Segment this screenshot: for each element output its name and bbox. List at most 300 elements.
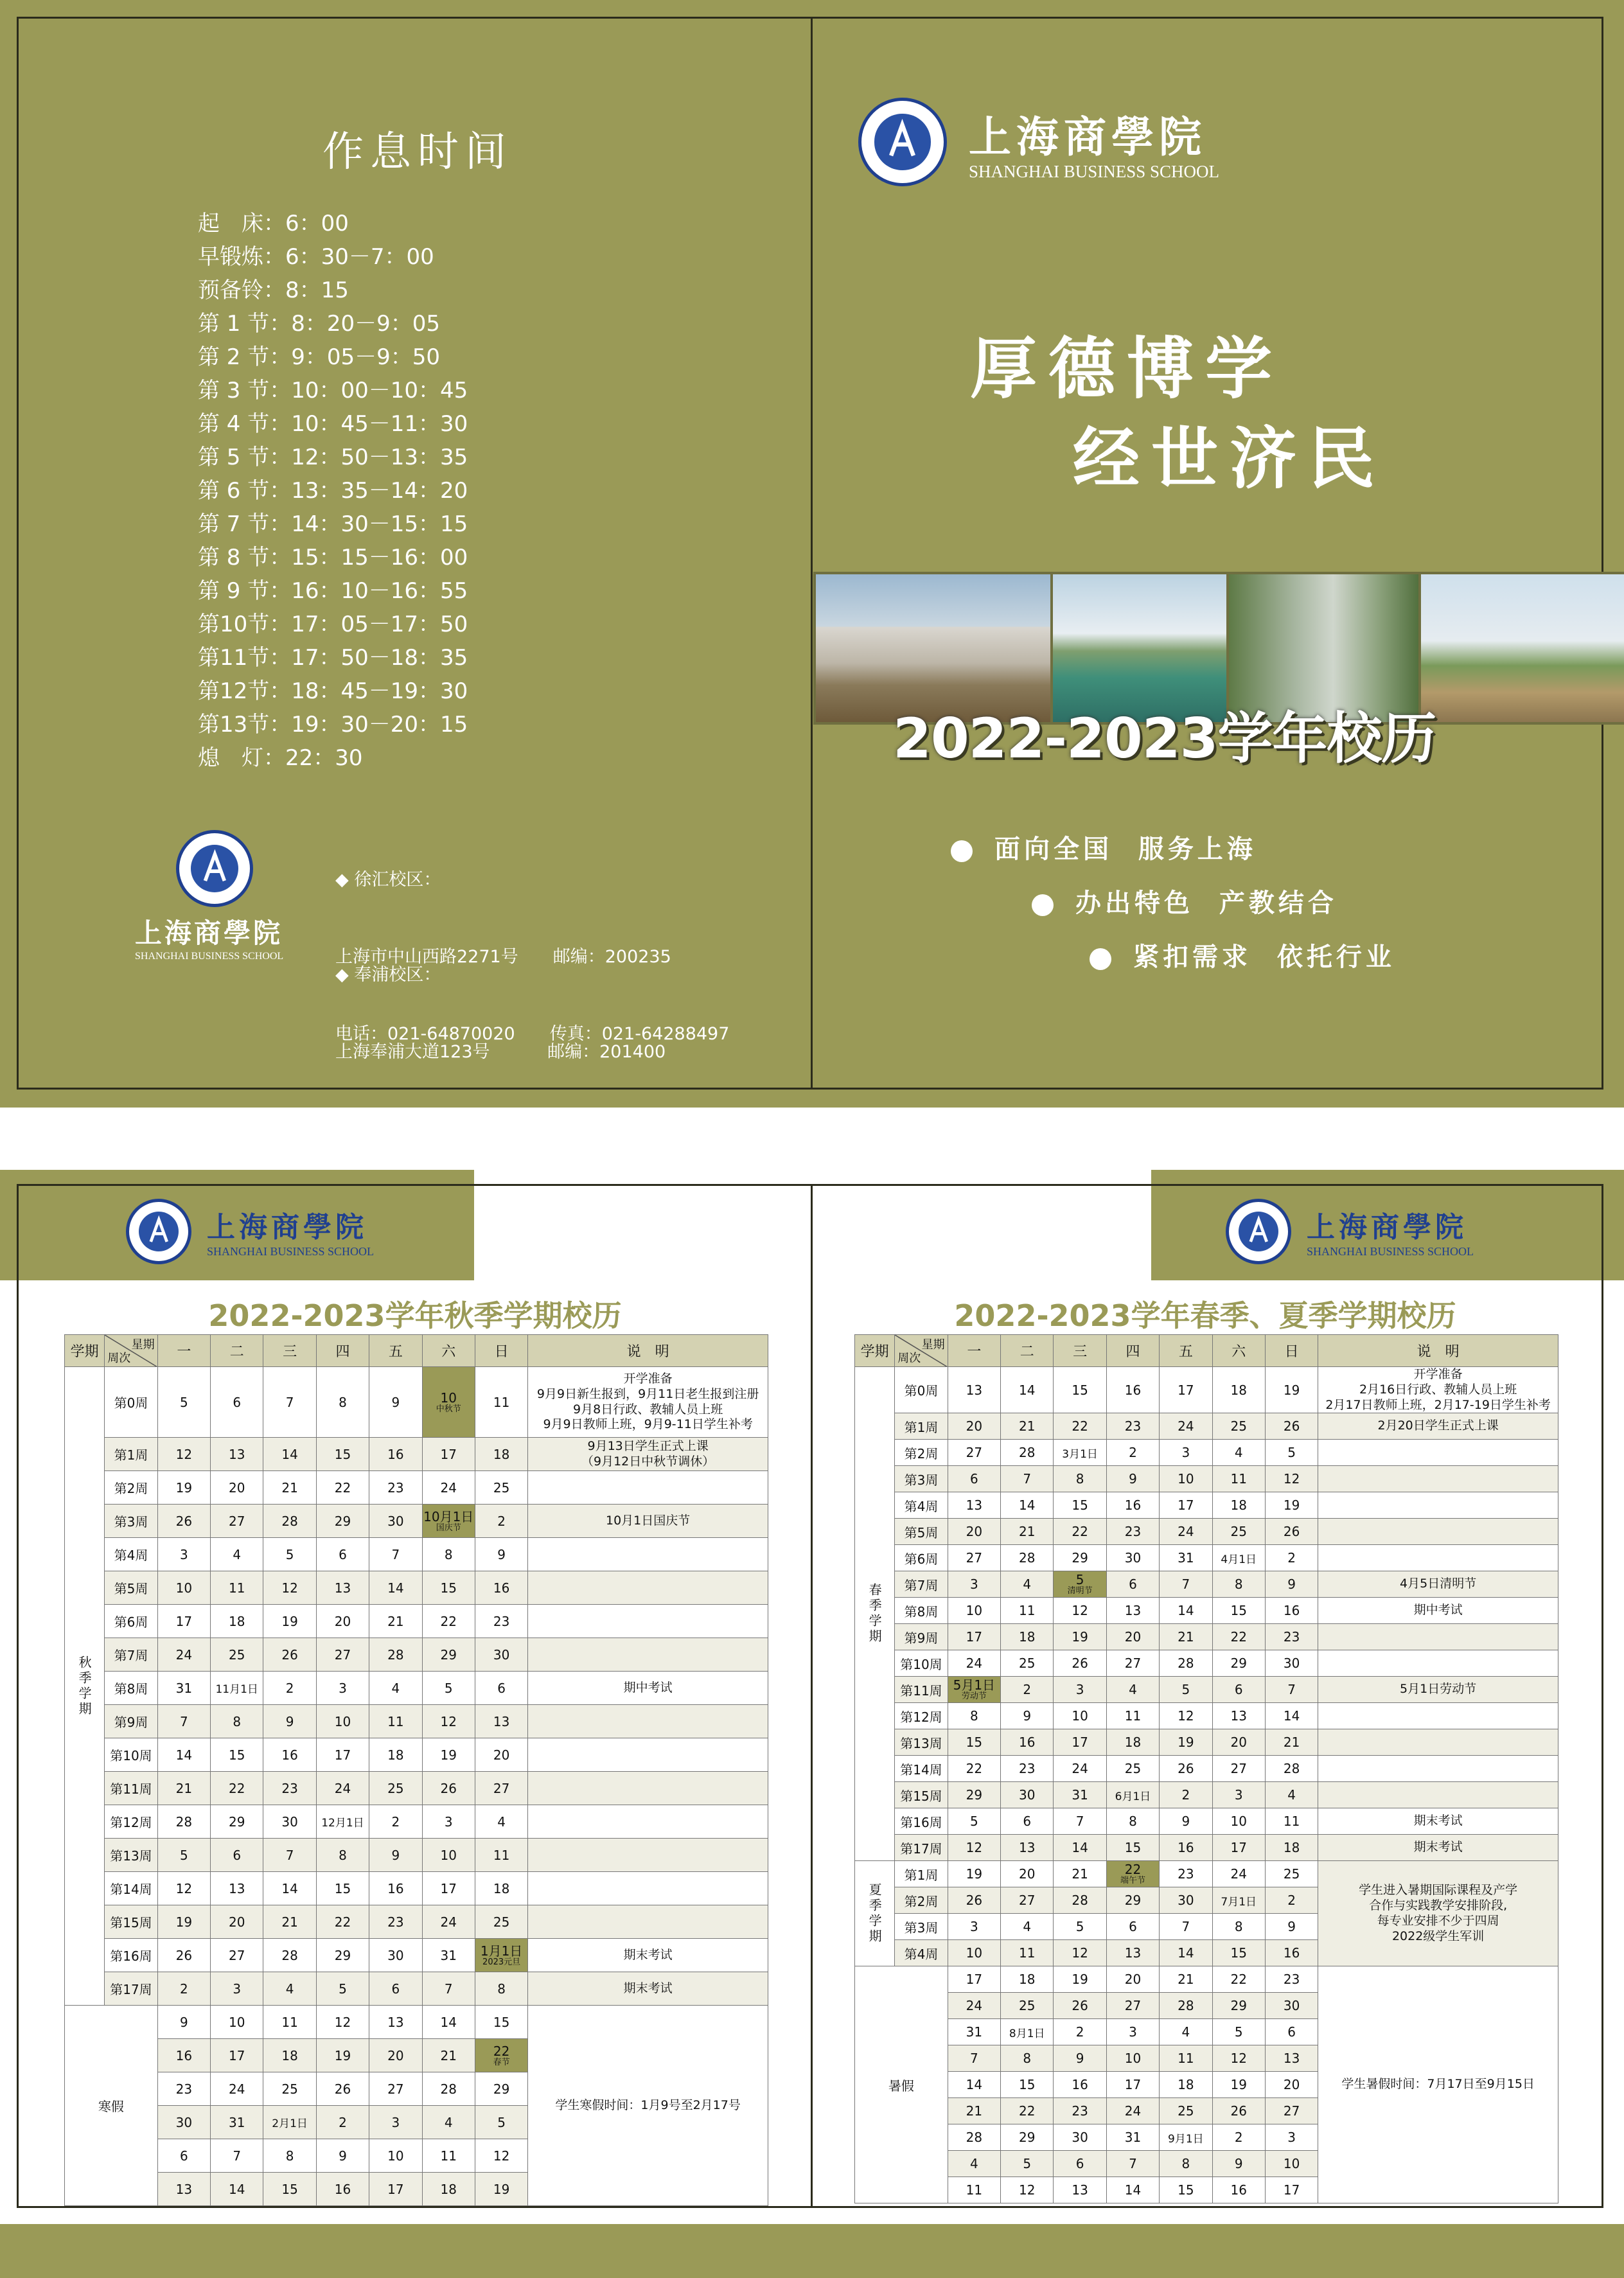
vacation-note: 学生寒假时间：1月9号至2月17号 — [528, 2006, 768, 2206]
date-cell: 17 — [422, 1438, 475, 1471]
date-cell: 27 — [369, 2072, 422, 2106]
note-cell — [528, 1638, 768, 1672]
weekday-header: 二 — [1001, 1335, 1054, 1367]
table-row — [65, 1571, 768, 1605]
schedule-item: 第 5 节：12：50－13：35 — [198, 445, 468, 470]
summer-note — [1318, 1861, 1558, 1966]
date-cell: 14 — [157, 1738, 210, 1772]
week-label: 第15周 — [105, 1905, 157, 1939]
date-cell: 26 — [1054, 1993, 1106, 2019]
campus-xuhui-name: ◆ 徐汇校区： — [335, 870, 441, 890]
date-cell: 9 — [475, 1538, 527, 1571]
week-label: 第3周 — [895, 1466, 948, 1492]
date-cell: 17 — [948, 1966, 1000, 1993]
weekday-header: 一 — [157, 1335, 210, 1367]
date-cell: 6 — [1265, 2019, 1318, 2045]
date-cell: 27 — [948, 1545, 1000, 1571]
date-cell: 21 — [157, 1772, 210, 1805]
date-cell: 15 — [316, 1872, 369, 1905]
date-cell: 23 — [1265, 1966, 1318, 1993]
vacation-note: 学生暑假时间：7月17日至9月15日 — [1318, 1966, 1558, 2203]
date-cell: 22 — [422, 1605, 475, 1638]
date-cell: 21 — [369, 1605, 422, 1638]
week-label: 第2周 — [105, 1471, 157, 1505]
date-cell: 7 — [211, 2139, 263, 2173]
corner-week-label: 周次 — [107, 1352, 131, 1365]
date-cell: 20 — [1265, 2072, 1318, 2098]
date-cell: 26 — [157, 1939, 210, 1972]
date-cell: 19 — [1265, 1367, 1318, 1413]
week-day-corner — [895, 1335, 948, 1367]
date-cell: 18 — [475, 1438, 527, 1471]
date-cell: 9 — [1001, 1703, 1054, 1729]
campus-fengpu-name: ◆ 奉浦校区： — [335, 965, 441, 985]
date-cell: 25 — [475, 1471, 527, 1505]
date-cell: 16 — [1106, 1492, 1159, 1519]
week-label: 第12周 — [105, 1805, 157, 1839]
date-cell: 18 — [211, 1605, 263, 1638]
date-cell: 27 — [1106, 1993, 1159, 2019]
holiday-name: 清明节 — [1067, 1586, 1093, 1596]
holiday-cell — [1106, 1861, 1159, 1887]
date-cell: 27 — [1001, 1887, 1054, 1914]
date-cell: 24 — [1160, 1519, 1212, 1545]
date-cell: 3月1日 — [1054, 1440, 1106, 1466]
date-cell: 3 — [1265, 2124, 1318, 2151]
date-cell: 20 — [948, 1519, 1000, 1545]
note-line: 5月1日劳动节 — [1400, 1682, 1477, 1697]
table-row — [65, 1705, 768, 1738]
date-cell: 26 — [1212, 2098, 1265, 2124]
date-cell: 31 — [211, 2106, 263, 2139]
date-cell: 29 — [1001, 2124, 1054, 2151]
date-cell: 2 — [157, 1972, 210, 2006]
date-cell: 4 — [211, 1538, 263, 1571]
note-cell — [528, 1839, 768, 1872]
slogan-1: 面向全国 服务上海 — [951, 829, 1257, 865]
school-name-cn-right: 上海商學院 — [1307, 1211, 1467, 1244]
date-cell: 30 — [263, 1805, 316, 1839]
date-cell: 26 — [263, 1638, 316, 1672]
date-cell: 17 — [1106, 2072, 1159, 2098]
date-cell: 11 — [1265, 1808, 1318, 1835]
date-cell: 12 — [316, 2006, 369, 2039]
date-cell: 20 — [1001, 1861, 1054, 1887]
note-cell — [528, 1772, 768, 1805]
date-cell: 5 — [263, 1538, 316, 1571]
date-cell: 25 — [263, 2072, 316, 2106]
date-cell: 2 — [1106, 1440, 1159, 1466]
date-cell: 3 — [1160, 1440, 1212, 1466]
date-cell: 10 — [1212, 1808, 1265, 1835]
date-cell: 24 — [948, 1650, 1000, 1677]
school-name-cn-front: 上海商學院 — [969, 112, 1206, 162]
date-cell: 4 — [422, 2106, 475, 2139]
autumn-title: 2022-2023学年秋季学期校历 — [208, 1298, 622, 1333]
holiday-date: 10 — [440, 1390, 457, 1406]
date-cell: 17 — [157, 1605, 210, 1638]
date-cell: 13 — [1054, 2177, 1106, 2203]
weekday-header: 四 — [1106, 1335, 1159, 1367]
note-cell — [1318, 1756, 1558, 1782]
week-label: 第4周 — [895, 1940, 948, 1966]
date-cell: 13 — [475, 1705, 527, 1738]
note-cell — [528, 1705, 768, 1738]
date-cell: 7 — [263, 1839, 316, 1872]
date-cell: 16 — [369, 1438, 422, 1471]
date-cell: 16 — [1001, 1729, 1054, 1756]
table-row — [855, 1466, 1558, 1492]
date-cell: 27 — [948, 1440, 1000, 1466]
date-cell: 16 — [316, 2173, 369, 2206]
table-row — [65, 1505, 768, 1538]
note-cell — [528, 1905, 768, 1939]
school-name-cn-left: 上海商學院 — [207, 1211, 367, 1244]
date-cell: 2 — [1265, 1887, 1318, 1914]
date-cell: 25 — [369, 1772, 422, 1805]
date-cell: 7月1日 — [1212, 1887, 1265, 1914]
date-cell: 3 — [1106, 2019, 1159, 2045]
note-cell — [528, 1738, 768, 1772]
vacation-label: 寒假 — [65, 2006, 158, 2206]
date-cell: 14 — [1265, 1703, 1318, 1729]
date-cell: 31 — [948, 2019, 1000, 2045]
week-label: 第14周 — [895, 1756, 948, 1782]
date-cell: 14 — [211, 2173, 263, 2206]
note-line: 10月1日国庆节 — [606, 1513, 691, 1528]
table-row — [855, 1571, 1558, 1598]
date-cell: 17 — [369, 2173, 422, 2206]
date-cell: 23 — [157, 2072, 210, 2106]
date-cell: 22 — [211, 1772, 263, 1805]
schedule-item: 第11节：17：50－18：35 — [198, 645, 468, 671]
week-label: 第5周 — [895, 1519, 948, 1545]
date-cell: 13 — [211, 1872, 263, 1905]
date-cell: 12 — [475, 2139, 527, 2173]
week-label: 第11周 — [105, 1772, 157, 1805]
date-cell: 15 — [1054, 1492, 1106, 1519]
weekday-header: 日 — [475, 1335, 527, 1367]
note-cell — [528, 1538, 768, 1571]
date-cell: 28 — [369, 1638, 422, 1672]
table-row — [65, 1438, 768, 1471]
note-line: 2022级学生军训 — [1391, 1929, 1485, 1943]
date-cell: 5 — [1212, 2019, 1265, 2045]
date-cell: 28 — [422, 2072, 475, 2106]
schedule-item: 早锻炼：6：30－7：00 — [198, 244, 434, 270]
term-header: 学期 — [65, 1335, 105, 1367]
holiday-date: 5 — [1075, 1572, 1084, 1588]
page-gap — [0, 1108, 1624, 1170]
date-cell: 2 — [369, 1805, 422, 1839]
note-cell — [1318, 1598, 1558, 1624]
date-cell: 4 — [263, 1972, 316, 2006]
date-cell: 18 — [1265, 1835, 1318, 1861]
campus-fengpu-address: 上海奉浦大道123号 邮编：201400 — [335, 1042, 666, 1062]
date-cell: 21 — [263, 1905, 316, 1939]
date-cell: 11 — [263, 2006, 316, 2039]
date-cell: 29 — [211, 1805, 263, 1839]
week-label: 第17周 — [105, 1972, 157, 2006]
table-row — [855, 1440, 1558, 1466]
date-cell: 19 — [157, 1471, 210, 1505]
date-cell: 14 — [1160, 1598, 1212, 1624]
date-cell: 11 — [422, 2139, 475, 2173]
week-label: 第5周 — [105, 1571, 157, 1605]
holiday-date: 5月1日 — [953, 1677, 996, 1693]
date-cell: 5 — [475, 2106, 527, 2139]
date-cell: 28 — [1054, 1887, 1106, 1914]
slogan-2: 办出特色 产教结合 — [1032, 883, 1337, 919]
date-cell: 29 — [316, 1939, 369, 1972]
vacation-label: 暑假 — [855, 1966, 948, 2203]
date-cell: 18 — [1212, 1367, 1265, 1413]
date-cell: 17 — [1265, 2177, 1318, 2203]
table-row — [855, 1545, 1558, 1571]
date-cell: 3 — [211, 1972, 263, 2006]
spring-summer-calendar-table — [854, 1334, 1558, 2203]
date-cell: 19 — [422, 1738, 475, 1772]
date-cell: 28 — [1160, 1993, 1212, 2019]
date-cell: 4 — [1265, 1782, 1318, 1808]
motto-line-1: 厚德博学 — [970, 329, 1284, 408]
schedule-item: 第 9 节：16：10－16：55 — [198, 578, 468, 604]
date-cell: 20 — [211, 1471, 263, 1505]
date-cell: 12 — [1054, 1598, 1106, 1624]
date-cell: 24 — [1160, 1413, 1212, 1440]
note-line: 4月5日清明节 — [1400, 1576, 1477, 1591]
note-line: 合作与实践教学安排阶段, — [1369, 1898, 1508, 1912]
date-cell: 27 — [1106, 1650, 1159, 1677]
date-cell: 25 — [1001, 1993, 1054, 2019]
note-cell — [528, 1471, 768, 1505]
note-cell — [1318, 1808, 1558, 1835]
holiday-date: 22 — [1124, 1862, 1142, 1878]
date-cell: 30 — [1265, 1993, 1318, 2019]
date-cell: 13 — [1001, 1835, 1054, 1861]
note-cell — [528, 1872, 768, 1905]
date-cell: 2 — [263, 1672, 316, 1705]
date-cell: 3 — [1054, 1677, 1106, 1703]
date-cell: 12 — [1265, 1466, 1318, 1492]
week-label: 第11周 — [895, 1677, 948, 1703]
date-cell: 8 — [211, 1705, 263, 1738]
date-cell: 30 — [157, 2106, 210, 2139]
date-cell: 11 — [1212, 1466, 1265, 1492]
note-cell — [1318, 1413, 1558, 1440]
note-cell — [1318, 1492, 1558, 1519]
date-cell: 30 — [1054, 2124, 1106, 2151]
corner-weekday-label: 星期 — [921, 1338, 945, 1352]
table-row — [65, 1738, 768, 1772]
note-line: 期中考试 — [623, 1680, 673, 1695]
date-cell: 28 — [1265, 1756, 1318, 1782]
date-cell: 10 — [948, 1598, 1000, 1624]
date-cell: 8 — [1212, 1914, 1265, 1940]
date-cell: 8 — [1212, 1571, 1265, 1598]
campus-photo-lake — [1421, 574, 1624, 722]
note-cell — [528, 1939, 768, 1972]
date-cell: 5 — [1054, 1914, 1106, 1940]
date-cell: 8 — [1160, 2151, 1212, 2177]
week-label: 第7周 — [895, 1571, 948, 1598]
date-cell: 22 — [1001, 2098, 1054, 2124]
date-cell: 27 — [475, 1772, 527, 1805]
date-cell: 15 — [1001, 2072, 1054, 2098]
date-cell: 11 — [948, 2177, 1000, 2203]
date-cell: 5 — [316, 1972, 369, 2006]
week-label: 第12周 — [895, 1703, 948, 1729]
date-cell: 19 — [1265, 1492, 1318, 1519]
table-row — [855, 1756, 1558, 1782]
date-cell: 10 — [1160, 1466, 1212, 1492]
date-cell: 25 — [475, 1905, 527, 1939]
note-header: 说 明 — [1318, 1335, 1558, 1367]
date-cell: 7 — [1160, 1571, 1212, 1598]
holiday-name: 2023元旦 — [482, 1957, 521, 1967]
date-cell: 24 — [1054, 1756, 1106, 1782]
holiday-cell — [948, 1677, 1000, 1703]
date-cell: 23 — [369, 1905, 422, 1939]
week-label: 第7周 — [105, 1638, 157, 1672]
date-cell: 16 — [369, 1872, 422, 1905]
date-cell: 13 — [1265, 2045, 1318, 2072]
note-cell — [528, 1571, 768, 1605]
table-row — [855, 1413, 1558, 1440]
date-cell: 19 — [263, 1605, 316, 1638]
date-cell: 30 — [1160, 1887, 1212, 1914]
date-cell: 15 — [263, 2173, 316, 2206]
note-cell — [528, 1438, 768, 1471]
date-cell: 18 — [1106, 1729, 1159, 1756]
date-cell: 3 — [948, 1571, 1000, 1598]
schedule-title: 作息时间 — [322, 128, 513, 176]
date-cell: 26 — [1265, 1519, 1318, 1545]
date-cell: 23 — [263, 1772, 316, 1805]
schedule-item: 第 7 节：14：30－15：15 — [198, 511, 468, 537]
date-cell: 22 — [948, 1756, 1000, 1782]
date-cell: 6 — [211, 1839, 263, 1872]
note-line: 2月20日学生正式上课 — [1377, 1418, 1499, 1433]
date-cell: 2 — [1265, 1545, 1318, 1571]
date-cell: 26 — [157, 1505, 210, 1538]
date-cell: 4 — [1212, 1440, 1265, 1466]
date-cell: 3 — [316, 1672, 369, 1705]
date-cell: 16 — [475, 1571, 527, 1605]
date-cell: 11月1日 — [211, 1672, 263, 1705]
date-cell: 15 — [1212, 1940, 1265, 1966]
table-row — [65, 1805, 768, 1839]
schedule-item: 第 3 节：10：00－10：45 — [198, 378, 468, 403]
date-cell: 2 — [1001, 1677, 1054, 1703]
date-cell: 30 — [475, 1638, 527, 1672]
date-cell: 28 — [157, 1805, 210, 1839]
date-cell: 22 — [1054, 1519, 1106, 1545]
date-cell: 5 — [157, 1367, 210, 1438]
date-cell: 29 — [422, 1638, 475, 1672]
date-cell: 2 — [1160, 1782, 1212, 1808]
schedule-item: 第 2 节：9：05－9：50 — [198, 344, 441, 370]
table-row — [855, 1519, 1558, 1545]
holiday-cell — [422, 1505, 475, 1538]
date-cell: 27 — [316, 1638, 369, 1672]
table-row — [855, 1782, 1558, 1808]
date-cell: 30 — [369, 1505, 422, 1538]
date-cell: 23 — [475, 1605, 527, 1638]
date-cell: 25 — [211, 1638, 263, 1672]
date-cell: 23 — [1106, 1413, 1159, 1440]
date-cell: 6月1日 — [1106, 1782, 1159, 1808]
date-cell: 13 — [1106, 1598, 1159, 1624]
date-cell: 5 — [1160, 1677, 1212, 1703]
date-cell: 21 — [422, 2039, 475, 2072]
date-cell: 10 — [422, 1839, 475, 1872]
date-cell: 4 — [1001, 1571, 1054, 1598]
table-row — [65, 1605, 768, 1638]
date-cell: 11 — [1001, 1940, 1054, 1966]
date-cell: 4月1日 — [1212, 1545, 1265, 1571]
table-row — [855, 1835, 1558, 1861]
week-label: 第8周 — [895, 1598, 948, 1624]
date-cell: 13 — [369, 2006, 422, 2039]
table-row — [65, 1872, 768, 1905]
date-cell: 4 — [1001, 1914, 1054, 1940]
date-cell: 6 — [1212, 1677, 1265, 1703]
school-name-cn-back: 上海商學院 — [135, 917, 283, 949]
summer-term-label: 夏季学期 — [855, 1861, 895, 1966]
date-cell: 21 — [1160, 1624, 1212, 1650]
bullet-icon — [951, 840, 973, 862]
date-cell: 24 — [157, 1638, 210, 1672]
date-cell: 23 — [1054, 2098, 1106, 2124]
note-line: 期末考试 — [623, 1947, 673, 1962]
table-row — [855, 1677, 1558, 1703]
date-cell: 9 — [1212, 2151, 1265, 2177]
date-cell: 26 — [1265, 1413, 1318, 1440]
note-cell — [1318, 1440, 1558, 1466]
date-cell: 7 — [948, 2045, 1000, 2072]
date-cell: 9 — [1106, 1466, 1159, 1492]
date-cell: 6 — [948, 1466, 1000, 1492]
date-cell: 4 — [475, 1805, 527, 1839]
date-cell: 6 — [475, 1672, 527, 1705]
table-row — [855, 1624, 1558, 1650]
date-cell: 15 — [948, 1729, 1000, 1756]
date-cell: 14 — [369, 1571, 422, 1605]
date-cell: 31 — [422, 1939, 475, 1972]
date-cell: 17 — [316, 1738, 369, 1772]
date-cell: 18 — [1160, 2072, 1212, 2098]
autumn-calendar-table — [64, 1334, 768, 2206]
week-label: 第16周 — [895, 1808, 948, 1835]
date-cell: 19 — [1054, 1624, 1106, 1650]
date-cell: 18 — [263, 2039, 316, 2072]
date-cell: 23 — [1160, 1861, 1212, 1887]
date-cell: 7 — [1054, 1808, 1106, 1835]
week-label: 第13周 — [105, 1839, 157, 1872]
date-cell: 8 — [1001, 2045, 1054, 2072]
school-logo-icon — [176, 830, 253, 907]
date-cell: 28 — [1001, 1545, 1054, 1571]
date-cell: 8 — [475, 1972, 527, 2006]
week-label: 第0周 — [895, 1367, 948, 1413]
date-cell: 14 — [1001, 1367, 1054, 1413]
holiday-name: 国庆节 — [436, 1523, 461, 1533]
date-cell: 11 — [211, 1571, 263, 1605]
school-name-en-left: SHANGHAI BUSINESS SCHOOL — [207, 1245, 375, 1258]
table-row — [855, 1598, 1558, 1624]
date-cell: 10 — [316, 1705, 369, 1738]
